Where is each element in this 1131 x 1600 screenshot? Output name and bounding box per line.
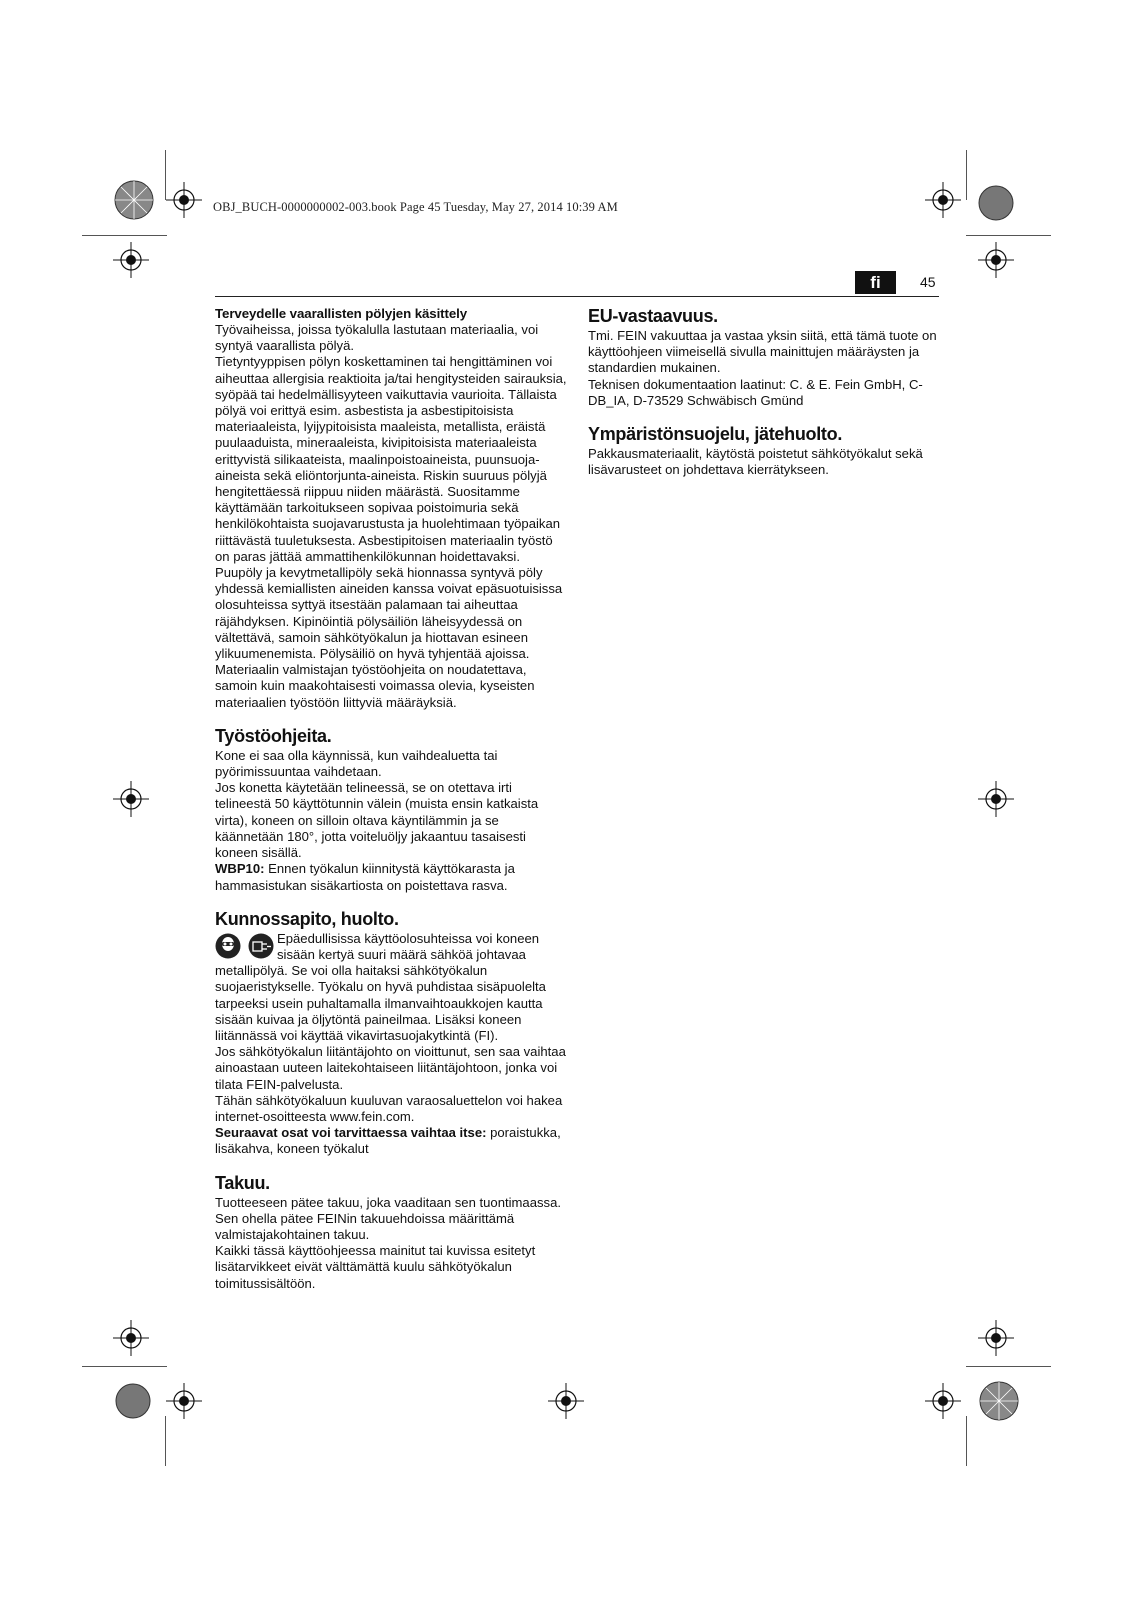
inline-text: Ennen työkalun kiinnitystä käyttökarasta ja hammasistukan sisäkartiosta on poistettava rasva. — [215, 861, 515, 893]
paragraph: Tähän sähkötyökaluun kuuluvan varaosaluettelon voi hakea internet-osoitteesta www.fein.com. — [215, 1092, 563, 1124]
crosshair-top-left — [166, 182, 202, 218]
language-badge: fi — [855, 271, 896, 294]
registration-mark-top-left — [113, 179, 155, 221]
paragraph: Materiaalin valmistajan työstöohjeita on noudatettava, samoin kuin maakohtaisesti voimassa olevia, kyseisten materiaalien työstöön liittyviä määräyksiä. — [215, 662, 535, 710]
section-heading-eu-conformity: EU-vastaavuus. — [588, 306, 718, 326]
maintenance-notice — [215, 931, 567, 1044]
registration-mark-top-right — [978, 185, 1014, 221]
trim-line-top-left-v — [165, 150, 166, 200]
paragraph: Kone ei saa olla käynnissä, kun vaihdealuetta tai pyörimissuuntaa vaihdetaan. — [215, 747, 498, 780]
registration-mark-bottom-left — [115, 1383, 151, 1419]
paragraph: Tmi. FEIN vakuuttaa ja vastaa yksin siitä, että tämä tuote on käyttöohjeen viimeisellä sivulla mainittujen määräysten ja standardien mukainen. — [588, 328, 937, 376]
unplug-before-maintenance-icon — [248, 933, 274, 959]
right-column — [588, 306, 940, 478]
inline-text: poraistukka, lisäkahva, koneen työkalut — [215, 1125, 561, 1157]
book-header: OBJ_BUCH-0000000002-003.book Page 45 Tuesday, May 27, 2014 10:39 AM — [213, 200, 618, 214]
crosshair-right-lower — [978, 1320, 1014, 1356]
crosshair-right-upper — [978, 242, 1014, 278]
trim-line-bottom-left-v — [165, 1416, 166, 1466]
paragraph: Jos sähkötyökalun liitäntäjohto on vioittunut, sen saa vaihtaa ainoastaan uuteen laitekohtaiseen liitäntäjohtoon, jonka voi tilata FEIN-palvelusta. — [215, 1044, 566, 1092]
trim-line-bottom-right-h — [966, 1366, 1051, 1367]
crosshair-left-middle — [113, 781, 149, 817]
crosshair-left-lower — [113, 1320, 149, 1356]
paragraph: Tuotteeseen pätee takuu, joka vaaditaan sen tuontimaassa. Sen ohella pätee FEINin takuuehdoissa määrittämä valmistajakohtainen takuu. — [215, 1194, 562, 1242]
paragraph — [215, 1125, 567, 1157]
section-heading-dust: Terveydelle vaarallisten pölyjen käsittely — [215, 306, 468, 321]
safety-icons — [215, 933, 277, 963]
paragraph: Tietyntyyppisen pölyn koskettaminen tai hengittäminen voi aiheuttaa allergisia reaktioita ja/tai hengitysteiden sairauksia, syöpää tai hedelmällisyyteen vaikuttavia vaurioita. Tällaista pölyä voi erittyä esim. asbestista ja asbestipitoisista materiaaleista, lyijypitoisista maaleista, metallista, eräistä puulaaduista, mineraaleista, kivipitoisista materiaaleista erittyvistä silikaateista, maalinpoistoaineista, puunsuoja-aineista sekä eliöntorjunta-aineista. Riskin suuruus pölyjä hengitettäessä riippuu niiden määrästä. Suositamme käyttämään tarkoitukseen sopivaa poistoimuria sekä henkilökohtaista suojavarustusta ja huolehtimaan työpaikan riittävästä tuuletuksesta. Asbestipitoisen materiaalin työstö on paras jättää ammattihenkilökunnan hoidettavaksi. — [215, 354, 567, 564]
trim-line-bottom-left-h — [82, 1366, 167, 1367]
trim-line-top-right-v — [966, 150, 967, 200]
inline-label: Seuraavat osat voi tarvittaessa vaihtaa itse: — [215, 1125, 487, 1141]
paragraph: Työvaiheissa, joissa työkalulla lastutaan materiaalia, voi syntyä vaarallista pölyä. — [215, 322, 539, 354]
trim-line-right-h — [966, 235, 1051, 236]
eye-protection-icon — [215, 933, 241, 959]
crosshair-left-upper — [113, 242, 149, 278]
header-rule — [215, 296, 939, 297]
paragraph: Puupöly ja kevytmetallipöly sekä hionnassa syntyvä pöly yhdessä kemiallisten aineiden kanssa voivat epäsuotuisissa olosuhteissa syttyä itsestään palamaan tai aiheuttaa räjähdyksen. Kipinöintiä pölysäiliön läheisyydessä on vältettävä, samoin sähkötyökalun ja hiottavan esineen ylikuumenemista. Pölysäiliö on hyvä tyhjentää ajoissa. — [215, 565, 563, 662]
section-heading-working-instructions: Työstöohjeita. — [215, 725, 332, 746]
crosshair-top-right — [925, 182, 961, 218]
crosshair-right-middle — [978, 781, 1014, 817]
crosshair-bottom-center — [548, 1383, 584, 1419]
section-heading-warranty: Takuu. — [215, 1172, 270, 1193]
inline-label: WBP10: — [215, 861, 265, 877]
trim-line-left-h — [82, 235, 167, 236]
section-heading-maintenance: Kunnossapito, huolto. — [215, 908, 399, 929]
paragraph: Teknisen dokumentaation laatinut: C. & E. Fein GmbH, C-DB_IA, D-73529 Schwäbisch Gmünd — [588, 376, 923, 408]
paragraph: Epäedullisissa käyttöolosuhteissa voi koneen sisään kertyä suuri määrä sähköä johtavaa metallipölyä. Se voi olla haitaksi sähkötyökalun suojaeristykselle. Työkalu on hyvä puhdistaa sisäpuolelta tarpeeksi usein puhaltamalla ilmanvaihtoaukkojen kautta sisään kuivaa ja öljytöntä paineilmaa. Lisäksi koneen liitännässä voi käyttää vikavirtasuojakytkintä (FI). — [215, 930, 546, 1043]
trim-line-bottom-right-v — [966, 1416, 967, 1466]
crosshair-bottom-right — [925, 1383, 961, 1419]
crosshair-bottom-left — [166, 1383, 202, 1419]
left-column — [215, 306, 567, 1292]
section-heading-environment: Ympäristönsuojelu, jätehuolto. — [588, 424, 843, 445]
paragraph: Kaikki tässä käyttöohjeessa mainitut tai kuvissa esitetyt lisätarvikkeet eivät välttämättä kuulu sähkötyökalun toimitussisältöön. — [215, 1243, 536, 1291]
paragraph: Pakkausmateriaalit, käytöstä poistetut sähkötyökalut sekä lisävarusteet on johdettava kierrätykseen. — [588, 446, 923, 478]
paragraph: Jos konetta käytetään telineessä, se on otettava irti telineestä 50 käyttötunnin välein (muista ensin katkaista virta), koneen on silloin oltava käyntilämmin ja se käännetään 180°, jotta voiteluöljy jakaantuu tasaisesti koneen sisällä. — [215, 780, 539, 861]
paragraph — [215, 861, 567, 893]
page-number: 45 — [920, 274, 936, 290]
registration-mark-bottom-right — [978, 1380, 1020, 1422]
